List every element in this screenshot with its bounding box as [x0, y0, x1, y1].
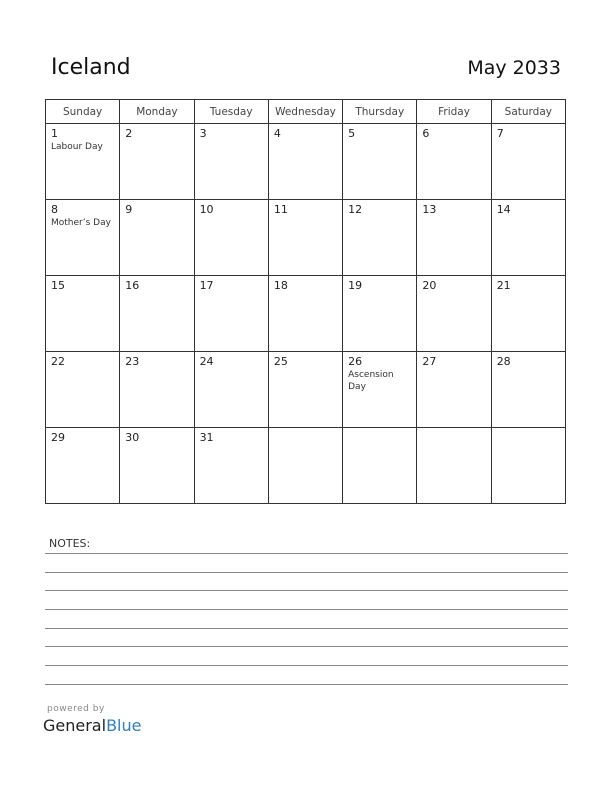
day-number: 6: [422, 127, 430, 140]
day-cell: [194, 200, 268, 276]
day-cell: [491, 428, 565, 504]
week-row: [46, 200, 566, 276]
day-cell: [46, 124, 120, 200]
notes-line: [45, 628, 568, 629]
day-number: 4: [273, 127, 281, 140]
day-number: 12: [348, 203, 363, 216]
day-number: 11: [273, 203, 288, 216]
day-cell: [194, 428, 268, 504]
day-number: 30: [125, 431, 140, 444]
day-number: 9: [125, 203, 133, 216]
day-number: 16: [125, 279, 140, 292]
day-cell: [120, 124, 194, 200]
day-number: 28: [496, 355, 511, 368]
day-cell: [46, 276, 120, 352]
notes-line: [45, 665, 568, 666]
weekday-header-row: [46, 100, 566, 124]
day-number: 3: [199, 127, 207, 140]
week-row: [46, 276, 566, 352]
weekday-wednesday: Wednesday: [268, 100, 342, 124]
day-number: 25: [273, 355, 288, 368]
notes-line: [45, 590, 568, 591]
day-number: 2: [125, 127, 133, 140]
day-number: 14: [496, 203, 511, 216]
day-cell: [194, 124, 268, 200]
notes-label: NOTES:: [49, 537, 91, 550]
day-cell: [46, 200, 120, 276]
notes-line: [45, 684, 568, 685]
day-cell: [491, 276, 565, 352]
day-number: 20: [422, 279, 437, 292]
week-row: [46, 428, 566, 504]
powered-by-text: powered by: [47, 704, 105, 714]
day-number: 24: [199, 355, 214, 368]
day-cell: [417, 124, 491, 200]
day-number: 19: [348, 279, 363, 292]
weekday-sunday: Sunday: [46, 100, 120, 124]
day-number: 21: [496, 279, 511, 292]
day-number: 1: [51, 127, 58, 140]
day-cell: [417, 352, 491, 428]
day-cell: [343, 124, 417, 200]
day-cell: [343, 352, 417, 428]
day-cell: [491, 124, 565, 200]
notes-line: [45, 572, 568, 573]
day-cell: [268, 352, 342, 428]
week-row: [46, 124, 566, 200]
day-number: 5: [348, 127, 356, 140]
day-number: 8: [51, 203, 58, 216]
day-number: 10: [199, 203, 214, 216]
day-cell: [194, 276, 268, 352]
weekday-saturday: Saturday: [491, 100, 565, 124]
day-cell: [120, 200, 194, 276]
day-cell: [343, 200, 417, 276]
day-cell: [417, 276, 491, 352]
day-cell: [120, 428, 194, 504]
notes-line: [45, 553, 568, 554]
calendar-grid: [45, 99, 566, 504]
day-cell: [343, 276, 417, 352]
day-cell: [120, 352, 194, 428]
day-number: 22: [51, 355, 65, 368]
calendar-month-year: May 2033: [467, 57, 561, 79]
day-number: 13: [422, 203, 437, 216]
holiday-label: Mother’s Day: [51, 218, 111, 228]
brand-first: General: [43, 716, 107, 735]
weekday-monday: Monday: [120, 100, 194, 124]
day-cell: [491, 352, 565, 428]
holiday-label: Ascension Day: [348, 370, 394, 392]
day-cell: [46, 352, 120, 428]
weekday-thursday: Thursday: [343, 100, 417, 124]
day-cell: [417, 200, 491, 276]
notes-line: [45, 646, 568, 647]
day-cell: [120, 276, 194, 352]
calendar-country-title: Iceland: [51, 55, 131, 80]
day-cell: [343, 428, 417, 504]
day-number: 7: [496, 127, 504, 140]
day-number: 17: [199, 279, 214, 292]
holiday-label: Labour Day: [51, 142, 103, 152]
notes-line: [45, 609, 568, 610]
brand-second: Blue: [106, 716, 142, 735]
generalblue-logo: [43, 716, 141, 735]
day-cell: [268, 276, 342, 352]
week-row: [46, 352, 566, 428]
day-number: 18: [273, 279, 288, 292]
day-cell: [417, 428, 491, 504]
weekday-tuesday: Tuesday: [194, 100, 268, 124]
day-cell: [194, 352, 268, 428]
day-cell: [46, 428, 120, 504]
day-number: 27: [422, 355, 437, 368]
day-cell: [268, 124, 342, 200]
day-cell: [268, 428, 342, 504]
day-number: 15: [51, 279, 65, 292]
day-number: 26: [348, 355, 363, 368]
day-number: 29: [51, 431, 65, 444]
day-number: 31: [199, 431, 214, 444]
day-cell: [268, 200, 342, 276]
day-cell: [491, 200, 565, 276]
day-number: 23: [125, 355, 140, 368]
weekday-friday: Friday: [417, 100, 491, 124]
